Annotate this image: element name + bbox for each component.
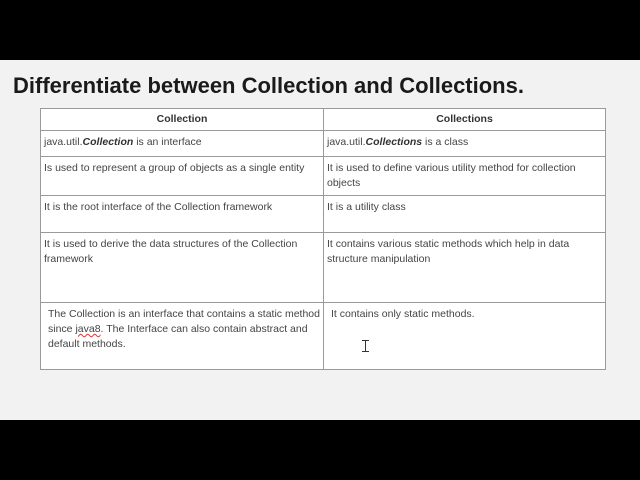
column-header-collections: Collections xyxy=(324,109,606,131)
table-cell: It is used to define various utility method for collection objects xyxy=(324,157,606,196)
cell-text: . The Interface can also contain abstract and default methods. xyxy=(48,323,308,350)
table-cell: It contains only static methods. xyxy=(324,303,606,370)
table-cell: It is the root interface of the Collection framework xyxy=(41,196,324,233)
table-cell xyxy=(324,131,606,157)
cell-text: java.util. xyxy=(327,136,366,148)
comparison-table xyxy=(40,108,606,370)
table-cell: It contains various static methods which help in data structure manipulation xyxy=(324,233,606,303)
table-row xyxy=(41,196,606,233)
table-cell: It is a utility class xyxy=(324,196,606,233)
table-cell: Is used to represent a group of objects as a single entity xyxy=(41,157,324,196)
cell-text: is a class xyxy=(422,136,469,148)
table-cell: It is used to derive the data structures of the Collection framework xyxy=(41,233,324,303)
text-cursor-icon xyxy=(362,340,368,352)
misspelled-word: java8 xyxy=(75,323,101,335)
table-row xyxy=(41,303,606,370)
cell-emphasis: Collection xyxy=(82,136,134,148)
cell-text: java.util. xyxy=(44,136,83,148)
table-header-row xyxy=(41,109,606,131)
cell-text: The Collection is an interface that contains a static method since xyxy=(48,308,320,335)
slide-title: Differentiate between Collection and Collections. xyxy=(13,73,524,98)
slide xyxy=(0,60,640,420)
table-cell xyxy=(41,303,324,370)
table-row xyxy=(41,157,606,196)
cell-emphasis: Collections xyxy=(365,136,423,148)
table-row xyxy=(41,131,606,157)
cell-text: is an interface xyxy=(133,136,202,148)
table-row xyxy=(41,233,606,303)
table-cell xyxy=(41,131,324,157)
column-header-collection: Collection xyxy=(41,109,324,131)
